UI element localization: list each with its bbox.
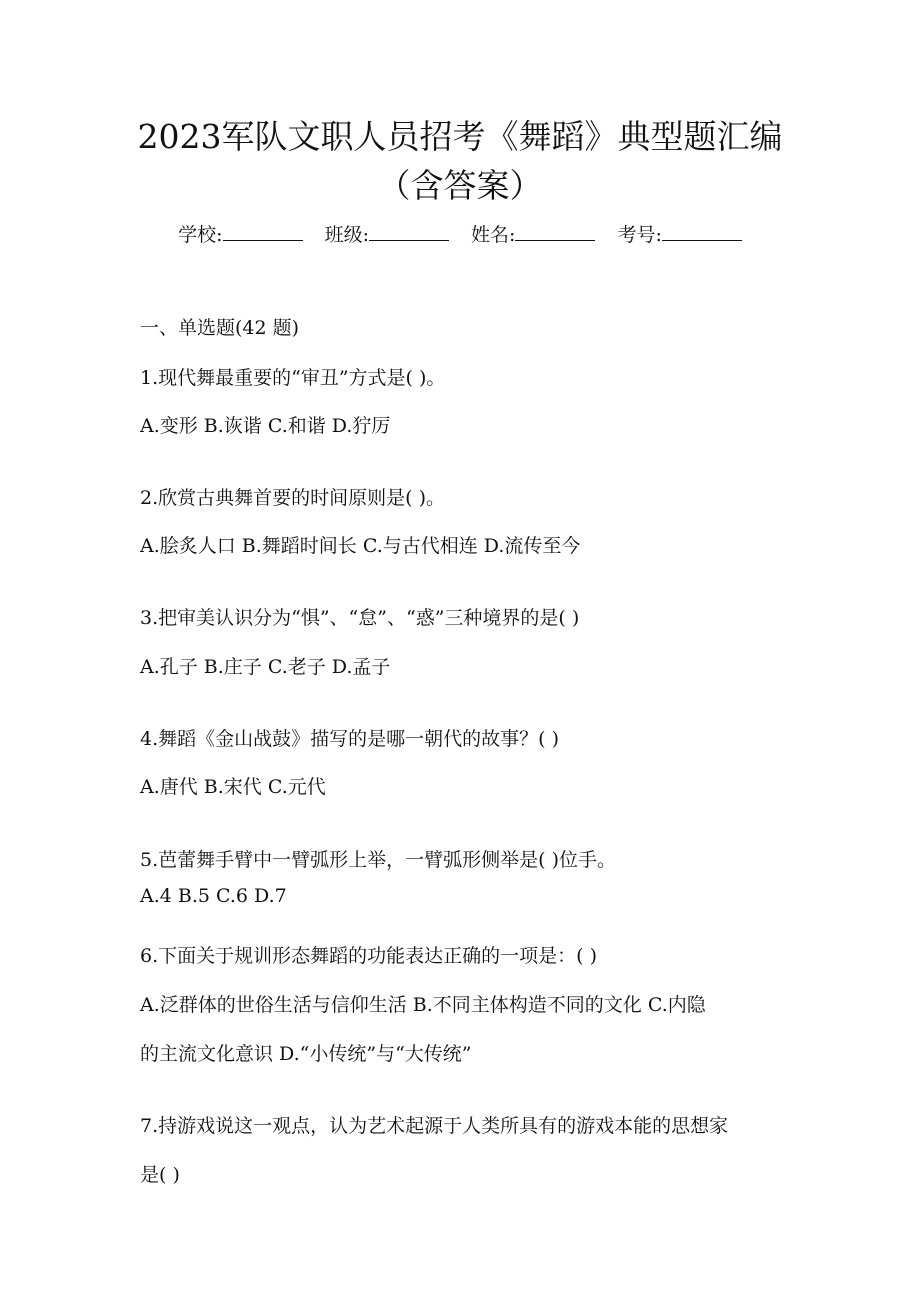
question-5-options: A.4 B.5 C.6 D.7 bbox=[140, 885, 287, 907]
section-heading: 一、单选题(42 题) bbox=[140, 317, 300, 339]
question-4-options: A.唐代 B.宋代 C.元代 bbox=[140, 776, 326, 798]
question-6-options-line-2: 的主流文化意识 D.“小传统”与“大传统” bbox=[140, 1043, 472, 1065]
question-3-options: A.孔子 B.庄子 C.老子 D.孟子 bbox=[140, 656, 391, 678]
question-5-stem: 5.芭蕾舞手臂中一臂弧形上举，一臂弧形侧举是( )位手。 bbox=[140, 849, 616, 871]
student-info-row bbox=[0, 220, 920, 249]
exam-number-blank bbox=[662, 220, 742, 241]
class-field bbox=[325, 220, 449, 249]
school-label: 学校: bbox=[178, 224, 223, 246]
question-2-stem: 2.欣赏古典舞首要的时间原则是( )。 bbox=[140, 487, 445, 509]
question-1-options: A.变形 B.诙谐 C.和谐 D.狞厉 bbox=[140, 415, 391, 437]
school-blank bbox=[223, 220, 303, 241]
question-4-stem: 4.舞蹈《金山战鼓》描写的是哪一朝代的故事？( ) bbox=[140, 728, 559, 750]
exam-number-field bbox=[617, 220, 741, 249]
question-7-stem-line-1: 7.持游戏说这一观点，认为艺术起源于人类所具有的游戏本能的思想家 bbox=[140, 1115, 729, 1137]
name-label: 姓名: bbox=[471, 224, 516, 246]
exam-number-label: 考号: bbox=[617, 224, 662, 246]
name-field bbox=[471, 220, 595, 249]
name-blank bbox=[515, 220, 595, 241]
question-6-options-line-1: A.泛群体的世俗生活与信仰生活 B.不同主体构造不同的文化 C.内隐 bbox=[140, 994, 706, 1016]
question-1-stem: 1.现代舞最重要的“审丑”方式是( )。 bbox=[140, 367, 446, 389]
question-7-stem-line-2: 是( ) bbox=[140, 1164, 180, 1186]
question-2-options: A.脍炙人口 B.舞蹈时间长 C.与古代相连 D.流传至今 bbox=[140, 535, 581, 557]
document-title: 2023军队文职人员招考《舞蹈》典型题汇编 bbox=[137, 117, 783, 156]
question-3-stem: 3.把审美认识分为“惧”、“怠”、“惑”三种境界的是( ) bbox=[140, 607, 580, 629]
document-subtitle: （含答案） bbox=[377, 166, 543, 205]
class-label: 班级: bbox=[324, 224, 369, 246]
class-blank bbox=[369, 220, 449, 241]
question-6-stem: 6.下面关于规训形态舞蹈的功能表达正确的一项是：( ) bbox=[140, 945, 597, 967]
school-field bbox=[178, 220, 302, 249]
